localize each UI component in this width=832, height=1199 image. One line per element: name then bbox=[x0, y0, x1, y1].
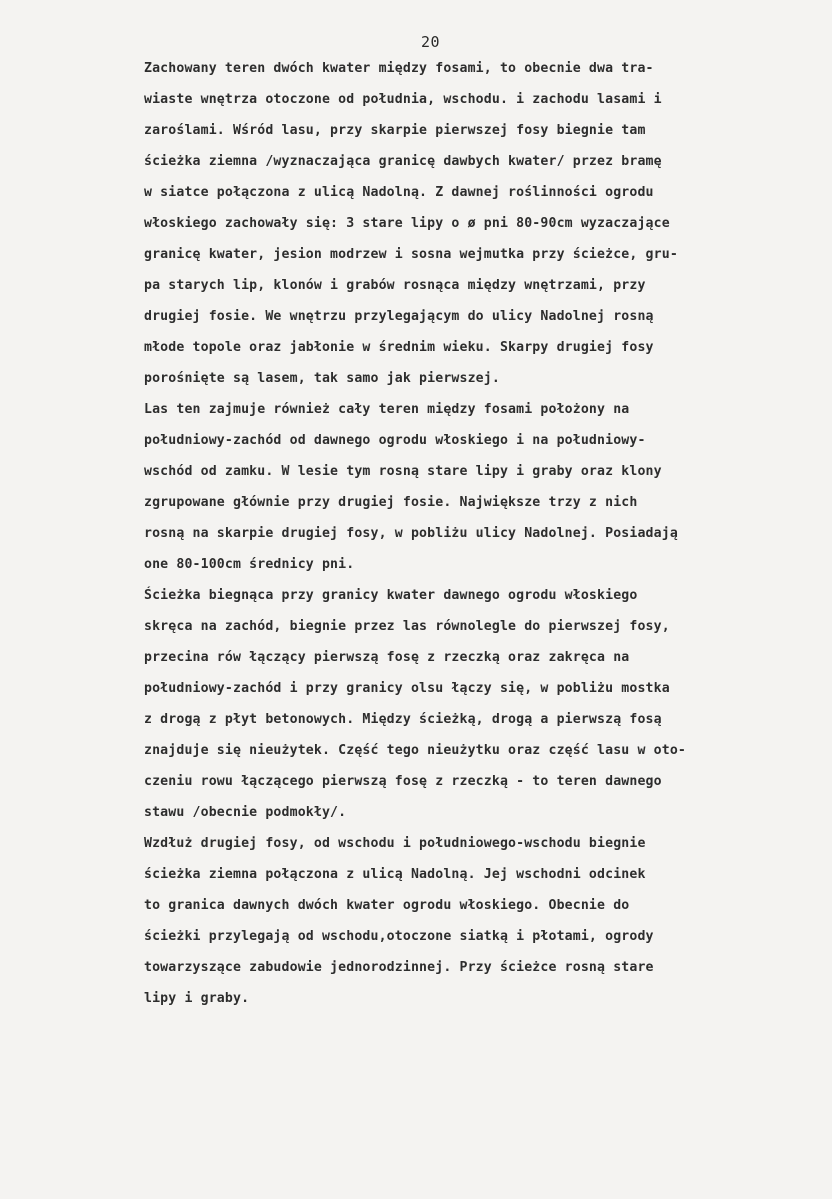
text-line: one 80-100cm średnicy pni. bbox=[144, 557, 355, 572]
text-line: Ścieżka biegnąca przy granicy kwater dawnego ogrodu włoskiego bbox=[144, 588, 638, 603]
text-line: Zachowany teren dwóch kwater między fosami, to obecnie dwa tra- bbox=[144, 61, 654, 76]
text-line: ścieżka ziemna /wyznaczająca granicę dawbych kwater/ przez bramę bbox=[144, 154, 662, 169]
text-line: południowy-zachód od dawnego ogrodu włoskiego i na południowy- bbox=[144, 433, 646, 448]
text-line: Wzdłuż drugiej fosy, od wschodu i południowego-wschodu biegnie bbox=[144, 836, 646, 851]
text-line: skręca na zachód, biegnie przez las równolegle do pierwszej fosy, bbox=[144, 619, 670, 634]
text-line: wschód od zamku. W lesie tym rosną stare lipy i graby oraz klony bbox=[144, 464, 662, 479]
text-line: znajduje się nieużytek. Część tego nieużytku oraz część lasu w oto- bbox=[144, 743, 686, 758]
text-line: rosną na skarpie drugiej fosy, w pobliżu ulicy Nadolnej. Posiadają bbox=[144, 526, 678, 541]
text-line: ścieżka ziemna połączona z ulicą Nadolną. Jej wschodni odcinek bbox=[144, 867, 646, 882]
text-line: południowy-zachód i przy granicy olsu łączy się, w pobliżu mostka bbox=[144, 681, 670, 696]
text-line: ścieżki przylegają od wschodu,otoczone siatką i płotami, ogrody bbox=[144, 929, 654, 944]
text-line: przecina rów łączący pierwszą fosę z rzeczką oraz zakręca na bbox=[144, 650, 630, 665]
text-line: w siatce połączona z ulicą Nadolną. Z dawnej roślinności ogrodu bbox=[144, 185, 654, 200]
text-line: Las ten zajmuje również cały teren między fosami położony na bbox=[144, 402, 630, 417]
text-line: zaroślami. Wśród lasu, przy skarpie pierwszej fosy biegnie tam bbox=[144, 123, 646, 138]
text-line: to granica dawnych dwóch kwater ogrodu włoskiego. Obecnie do bbox=[144, 898, 630, 913]
text-line: pa starych lip, klonów i grabów rosnąca między wnętrzami, przy bbox=[144, 278, 646, 293]
text-line: towarzyszące zabudowie jednorodzinnej. Przy ścieżce rosną stare bbox=[144, 960, 654, 975]
text-line: granicę kwater, jesion modrzew i sosna wejmutka przy ścieżce, gru- bbox=[144, 247, 678, 262]
text-line: wiaste wnętrza otoczone od południa, wschodu. i zachodu lasami i bbox=[144, 92, 662, 107]
text-line: zgrupowane głównie przy drugiej fosie. Największe trzy z nich bbox=[144, 495, 638, 510]
text-line: czeniu rowu łączącego pierwszą fosę z rzeczką - to teren dawnego bbox=[144, 774, 662, 789]
page-number: 20 bbox=[421, 33, 441, 51]
text-line: z drogą z płyt betonowych. Między ścieżką, drogą a pierwszą fosą bbox=[144, 712, 662, 727]
text-line: porośnięte są lasem, tak samo jak pierwszej. bbox=[144, 371, 500, 386]
text-line: stawu /obecnie podmokły/. bbox=[144, 805, 347, 820]
text-line: włoskiego zachowały się: 3 stare lipy o ø pni 80-90cm wyzaczające bbox=[144, 216, 670, 231]
text-line: drugiej fosie. We wnętrzu przylegającym do ulicy Nadolnej rosną bbox=[144, 309, 654, 324]
text-line: młode topole oraz jabłonie w średnim wieku. Skarpy drugiej fosy bbox=[144, 340, 654, 355]
text-line: lipy i graby. bbox=[144, 991, 250, 1006]
